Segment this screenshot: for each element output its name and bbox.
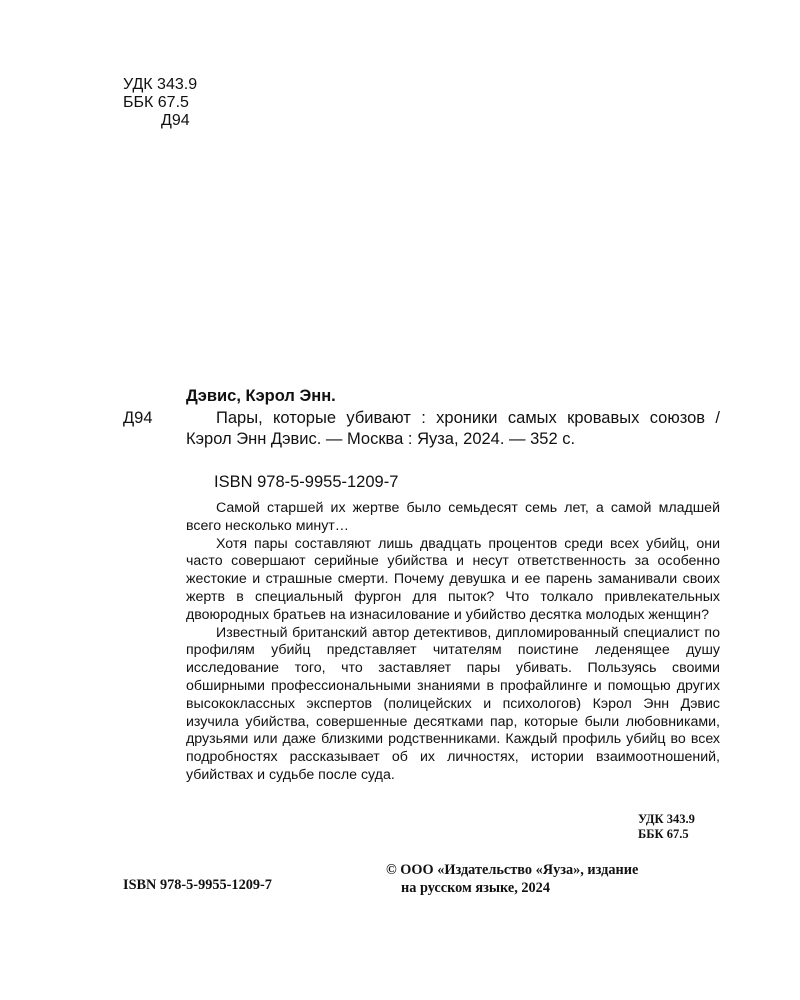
cutter-mark: Д94 [123,409,153,427]
copyright-line: © ООО «Издательство «Яуза», издание [386,862,639,878]
bibliographic-description [186,408,720,450]
annotation-paragraph: Известный британский автор детективов, дипломированный специалист по профилям убийц представляет читателям поистине леденящее душу исследование того, что заставляет пары убивать. Пользуясь своими обширными профессиональными знаниями в профайлинге и помощью других высококлассных экспертов (полицейских и психологов) Кэрол Энн Дэвис изучила убийства, совершенные десятками пар, которые были любовниками, друзьями или даже близкими родственниками. Каждый профиль убийц во всех подробностях рассказывает об их личностях, истории взаимоотношений, убийствах и судьбе после суда. [186,624,720,783]
annotation [186,500,720,785]
classification-codes-top [123,76,197,130]
bbk-code-bottom: ББК 67.5 [638,827,689,841]
cutter-code: Д94 [161,112,190,129]
annotation-paragraph: Самой старшей их жертве было семьдесят семь лет, а самой младшей всего несколько минут… [186,500,720,534]
copyright-notice [386,861,638,897]
classification-codes-bottom [638,812,695,842]
udk-code-bottom: УДК 343.9 [638,812,695,826]
udk-code: УДК 343.9 [123,76,198,93]
annotation-paragraph: Хотя пары составляют лишь двадцать процентов среди всех убийц, они часто совершают серийные убийства и несут ответственность за особенно жестокие и страшные смерти. Почему девушка и ее парень заманивали своих жертв в специальный фургон для пыток? Что толкало привлекательных двоюродных братьев на изнасилование и убийство десятка молодых женщин? [186,535,720,623]
isbn-footer: ISBN 978-5-9955-1209-7 [123,877,272,893]
title-statement: Пары, которые убивают : хроники самых кровавых союзов / Кэрол Энн Дэвис. — Москва : Яуза, 2024. — 352 с. [186,409,720,448]
author-heading: Дэвис, Кэрол Энн. [186,387,336,405]
copyright-line: на русском языке, 2024 [401,880,550,896]
bbk-code: ББК 67.5 [123,94,189,111]
isbn-record: ISBN 978-5-9955-1209-7 [214,473,399,491]
